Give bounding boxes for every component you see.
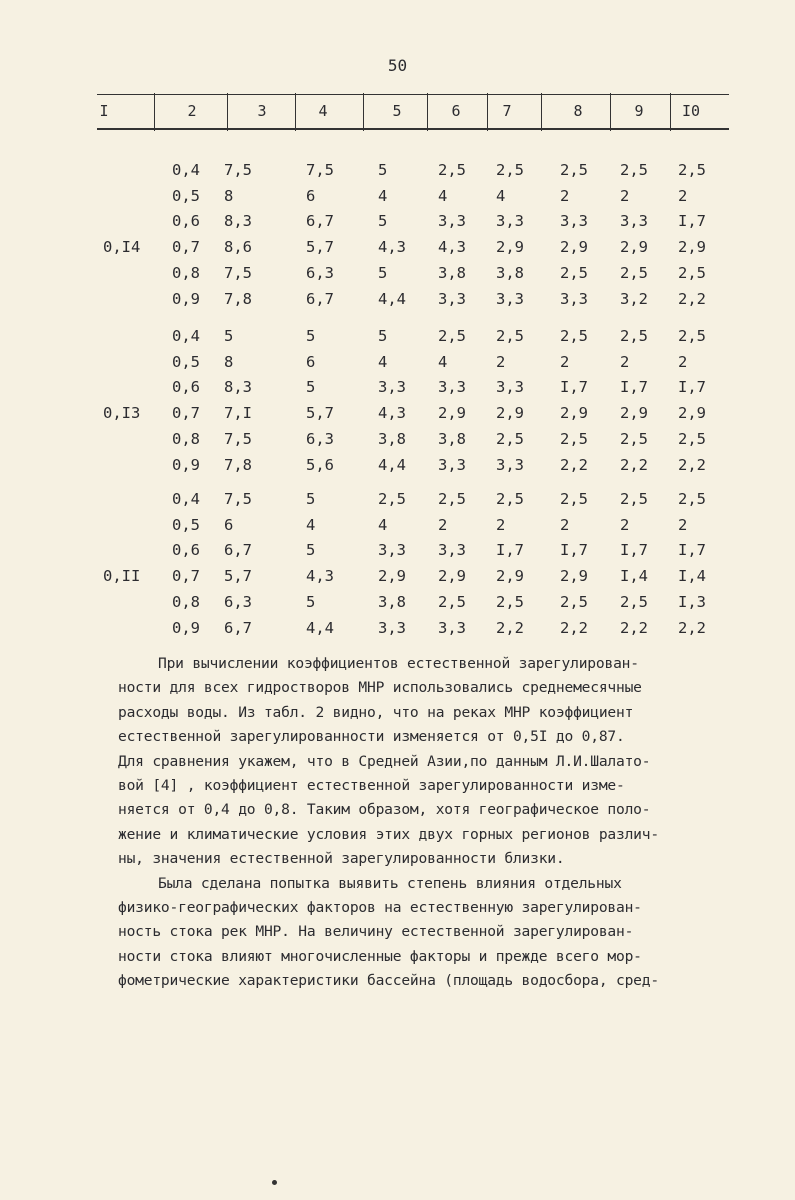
text-line: расходы воды. Из табл. 2 видно, что на реках МНР коэффициент	[118, 703, 634, 721]
table-cell: I,4	[678, 567, 706, 586]
table-cell: 0,6	[172, 378, 200, 397]
table-cell: 2,5	[496, 490, 524, 508]
table-cell: 2,5	[378, 490, 406, 508]
group-label: 0,II	[103, 567, 141, 586]
table-cell: 2,5	[560, 161, 588, 179]
table-cell: 2,2	[678, 289, 706, 308]
header-cell-2: 2	[187, 102, 197, 120]
table-cell: 2,5	[560, 429, 588, 448]
text-line: ность стока рек МНР. На величину естественной зарегулирован-	[118, 923, 634, 941]
table-cell: 5	[378, 327, 388, 345]
table-cell: 7,5	[224, 429, 252, 448]
table-cell: 7,5	[224, 161, 252, 179]
table-cell: 3,8	[378, 429, 406, 448]
table-cell: 0,4	[172, 327, 200, 345]
table-cell: I,7	[678, 378, 706, 397]
text-line: При вычислении коэффициентов естественной зарегулирован-	[158, 655, 639, 672]
table-cell: 2,5	[438, 592, 466, 611]
text-line: ны, значения естественной зарегулированности близки.	[118, 850, 565, 868]
table-cell: 2,2	[620, 618, 648, 637]
table-cell: I,7	[620, 378, 648, 397]
table-cell: 2,9	[678, 404, 706, 423]
table-cell: 3,8	[438, 429, 466, 448]
table-cell: 2,5	[678, 327, 706, 345]
header-cell-4: 4	[318, 102, 328, 120]
header-cell-5: 5	[392, 102, 402, 120]
table-cell: 2,5	[496, 429, 524, 448]
table-cell: 3,3	[496, 212, 524, 231]
table-cell: 7,8	[224, 289, 252, 308]
table-cell: 4	[378, 186, 388, 205]
table-cell: 0,9	[172, 455, 200, 474]
table-cell: 6,7	[224, 618, 252, 637]
table-cell: 6	[306, 352, 316, 371]
table-cell: 7,8	[224, 455, 252, 474]
table-cell: 2,2	[620, 455, 648, 474]
table-cell: 0,6	[172, 541, 200, 560]
table-cell: 2,9	[378, 567, 406, 586]
header-cell-6: 6	[451, 102, 461, 120]
table-cell: 2	[560, 515, 570, 534]
table-cell: 2,9	[560, 404, 588, 423]
table-cell: 2	[438, 515, 448, 534]
header-cell-10: I0	[681, 102, 701, 120]
table-cell: 0,4	[172, 490, 200, 508]
table-cell: 5	[224, 327, 234, 345]
text-line: жение и климатические условия этих двух горных регионов различ-	[118, 825, 659, 843]
table-cell: 2,9	[496, 238, 524, 257]
table-cell: 3,3	[438, 455, 466, 474]
table-cell: 3,3	[496, 455, 524, 474]
header-cell-7: 7	[502, 102, 512, 120]
text-line: естественной зарегулированности изменяется от 0,5I до 0,87.	[118, 728, 625, 746]
table-cell: 2,5	[496, 161, 524, 179]
table-cell: 2,9	[620, 238, 648, 257]
table-cell: 0,8	[172, 263, 200, 282]
table-cell: 2	[496, 352, 506, 371]
table-cell: 3,3	[438, 541, 466, 560]
text-line: фометрические характеристики бассейна (площадь водосбора, сред-	[118, 972, 659, 990]
table-cell: 8,3	[224, 378, 252, 397]
table-cell: 3,3	[560, 212, 588, 231]
table-cell: 4	[378, 352, 388, 371]
table-cell: 3,3	[378, 618, 406, 637]
text-line: Была сделана попытка выявить степень влияния отдельных	[158, 874, 622, 892]
table-cell: 2,5	[496, 592, 524, 611]
table-cell: 2,9	[438, 567, 466, 586]
table-cell: 2,5	[678, 429, 706, 448]
table-cell: 3,8	[438, 263, 466, 282]
table-cell: 4,3	[438, 238, 466, 257]
table-cell: 2,2	[496, 618, 524, 637]
table-cell: 2,9	[678, 238, 706, 257]
table-cell: 5	[306, 327, 316, 345]
table-cell: 2,9	[438, 404, 466, 423]
table-cell: 5	[378, 212, 388, 231]
table-cell: 2,5	[438, 490, 466, 508]
table-cell: I,7	[678, 212, 706, 231]
table-cell: 0,4	[172, 161, 200, 179]
table-cell: I,7	[560, 378, 588, 397]
table-cell: 2	[560, 186, 570, 205]
table-cell: 3,8	[378, 592, 406, 611]
paragraph	[118, 872, 738, 994]
table-cell: 7,5	[224, 263, 252, 282]
table-cell: 5,7	[306, 238, 334, 257]
table-cell: 4	[496, 186, 506, 205]
table-cell: 2,5	[620, 429, 648, 448]
table-cell: 5	[306, 490, 316, 508]
table-cell: 5	[306, 378, 316, 397]
table-cell: 6,3	[306, 263, 334, 282]
table-cell: 2,5	[560, 327, 588, 345]
table-cell: 5,7	[224, 567, 252, 586]
text-line: вой [4] , коэффициент естественной зарегулированности изме-	[118, 777, 625, 795]
table-cell: 7,5	[224, 490, 252, 508]
table-cell: 2	[496, 515, 506, 534]
table-cell: 4	[438, 186, 448, 205]
table-cell: 0,5	[172, 515, 200, 534]
table-cell: I,7	[678, 541, 706, 560]
table-cell: 2,2	[678, 455, 706, 474]
table-cell: 6,7	[306, 289, 334, 308]
table-cell: 2,5	[620, 263, 648, 282]
header-cell-3: 3	[257, 102, 267, 120]
table-cell: 2,5	[560, 263, 588, 282]
text-line: ности для всех гидростворов МНР использовались среднемесячные	[118, 679, 642, 697]
paragraph	[118, 652, 738, 872]
table-cell: 3,3	[438, 378, 466, 397]
table-cell: 2	[678, 515, 688, 534]
table-cell: 0,9	[172, 618, 200, 637]
page-dot	[272, 1180, 277, 1185]
table-cell: 3,3	[496, 289, 524, 308]
table-cell: 2,5	[496, 327, 524, 345]
table-cell: 7,5	[306, 161, 334, 179]
table-cell: 2	[678, 186, 688, 205]
table-cell: 5,6	[306, 455, 334, 474]
table-cell: 6,3	[224, 592, 252, 611]
header-cell-1: I	[99, 102, 109, 120]
table-cell: 3,3	[378, 378, 406, 397]
table-cell: 0,9	[172, 289, 200, 308]
table-cell: 2	[620, 352, 630, 371]
table-cell: 2	[678, 352, 688, 371]
table-cell: 2,5	[678, 263, 706, 282]
table-cell: 2,5	[438, 327, 466, 345]
group-label: 0,I3	[103, 404, 141, 423]
table-cell: I,7	[496, 541, 524, 560]
table-cell: 6,7	[306, 212, 334, 231]
table-cell: 5	[306, 541, 316, 560]
table-cell: 4,4	[378, 289, 406, 308]
table-cell: 3,2	[620, 289, 648, 308]
table-cell: 8,6	[224, 238, 252, 257]
text-line: Для сравнения укажем, что в Средней Азии,по данным Л.И.Шалато-	[118, 752, 651, 770]
table-cell: 3,3	[620, 212, 648, 231]
table-cell: 8	[224, 352, 234, 371]
table-cell: 3,3	[378, 541, 406, 560]
table-cell: 2,5	[678, 161, 706, 179]
header-cell-9: 9	[634, 102, 644, 120]
table-cell: 3,3	[438, 289, 466, 308]
table-cell: 0,7	[172, 238, 200, 257]
table-cell: 2,9	[496, 404, 524, 423]
table-cell: 2,9	[620, 404, 648, 423]
table-cell: 2,2	[560, 618, 588, 637]
table-cell: 3,3	[438, 212, 466, 231]
table-cell: 4,3	[378, 404, 406, 423]
table-cell: 3,8	[496, 263, 524, 282]
group-label: 0,I4	[103, 238, 141, 257]
table-cell: 2	[560, 352, 570, 371]
table-cell: 2,5	[620, 592, 648, 611]
table-cell: 2,5	[438, 161, 466, 179]
table-cell: 2,5	[560, 592, 588, 611]
table-cell: 2,5	[620, 490, 648, 508]
table-cell: 4,3	[378, 238, 406, 257]
table-cell: 2,9	[496, 567, 524, 586]
table-cell: 2	[620, 515, 630, 534]
table-cell: 0,8	[172, 429, 200, 448]
table-cell: 5,7	[306, 404, 334, 423]
table-cell: 4,4	[378, 455, 406, 474]
table-cell: 2	[620, 186, 630, 205]
table-cell: 2,9	[560, 567, 588, 586]
table-cell: 0,7	[172, 567, 200, 586]
page-number: 50	[387, 56, 408, 75]
table-cell: 0,5	[172, 352, 200, 371]
table-cell: 4,4	[306, 618, 334, 637]
header-cell-8: 8	[573, 102, 583, 120]
table-cell: 2,5	[678, 490, 706, 508]
table-cell: 6,7	[224, 541, 252, 560]
table-cell: 4	[306, 515, 316, 534]
table-cell: 2,9	[560, 238, 588, 257]
table-cell: 5	[378, 161, 388, 179]
table-cell: 2,5	[620, 161, 648, 179]
table-cell: 4	[378, 515, 388, 534]
text-line: няется от 0,4 до 0,8. Таким образом, хотя географическое поло-	[118, 801, 651, 819]
table-cell: I,4	[620, 567, 648, 586]
table-cell: 8,3	[224, 212, 252, 231]
table-cell: 6	[224, 515, 234, 534]
table-cell: 4,3	[306, 567, 334, 586]
table-cell: I,7	[620, 541, 648, 560]
table-cell: 7,I	[224, 404, 252, 423]
table-cell: 5	[306, 592, 316, 611]
table-cell: 3,3	[438, 618, 466, 637]
text-line: ности стока влияют многочисленные факторы и прежде всего мор-	[118, 947, 642, 965]
table-cell: I,3	[678, 592, 706, 611]
table-cell: 0,5	[172, 186, 200, 205]
table-cell: 2,5	[560, 490, 588, 508]
table-cell: 3,3	[560, 289, 588, 308]
table-cell: 6,3	[306, 429, 334, 448]
table-cell: 2,5	[620, 327, 648, 345]
table-cell: 3,3	[496, 378, 524, 397]
table-cell: 2,2	[678, 618, 706, 637]
table-cell: I,7	[560, 541, 588, 560]
table-cell: 5	[378, 263, 388, 282]
body-text	[118, 652, 738, 994]
table-cell: 0,7	[172, 404, 200, 423]
text-line: физико-географических факторов на естественную зарегулирован-	[118, 899, 642, 917]
table-cell: 8	[224, 186, 234, 205]
table-cell: 4	[438, 352, 448, 371]
table-cell: 0,8	[172, 592, 200, 611]
table-cell: 0,6	[172, 212, 200, 231]
table-cell: 6	[306, 186, 316, 205]
table-cell: 2,2	[560, 455, 588, 474]
